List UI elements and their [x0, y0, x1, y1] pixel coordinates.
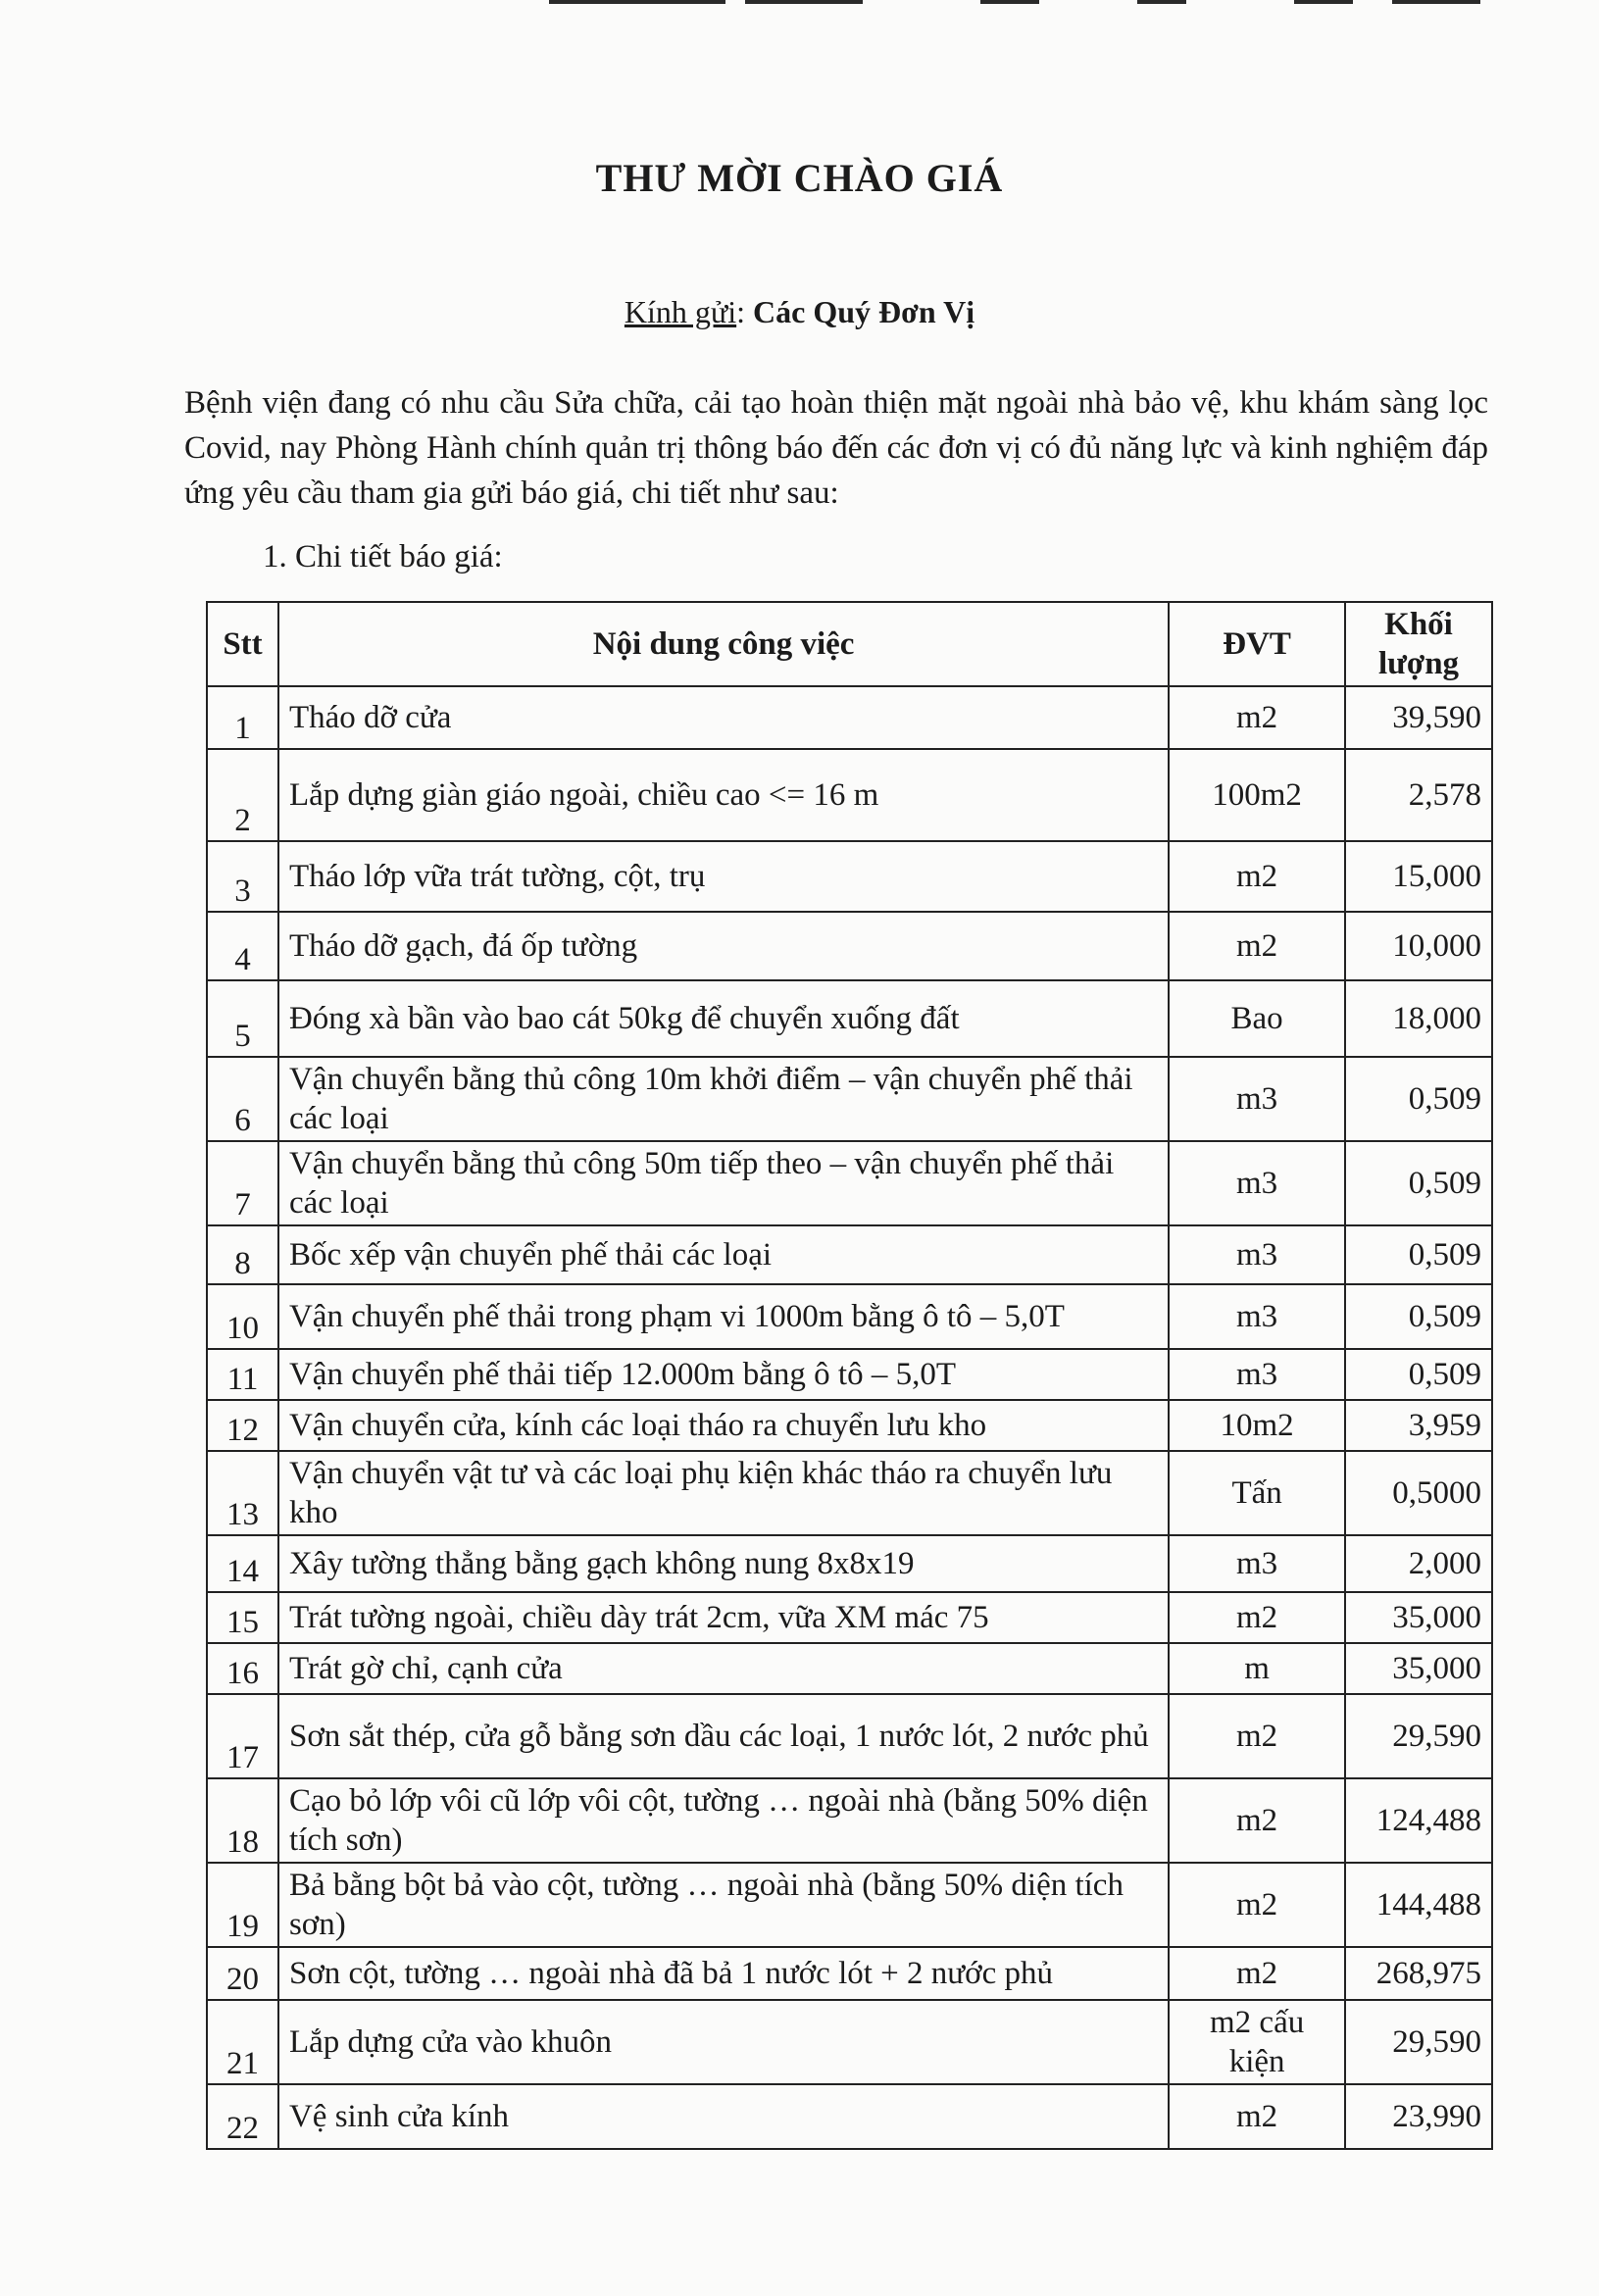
row-quantity: 2,578: [1345, 749, 1492, 841]
row-task: Vận chuyển vật tư và các loại phụ kiện khác tháo ra chuyển lưu kho: [278, 1451, 1169, 1535]
row-stt: 16: [207, 1643, 278, 1694]
row-task: Tháo lớp vữa trát tường, cột, trụ: [278, 841, 1169, 912]
header-qty-line2: lượng: [1377, 646, 1460, 681]
header-qty-line1: Khối: [1384, 607, 1453, 642]
table-row: [207, 1141, 1492, 1225]
row-stt: 15: [207, 1592, 278, 1643]
row-quantity: 124,488: [1345, 1778, 1492, 1863]
row-unit: m2: [1169, 1778, 1345, 1863]
row-unit: m3: [1169, 1349, 1345, 1400]
row-stt: 1: [207, 686, 278, 749]
row-unit: 100m2: [1169, 749, 1345, 841]
row-unit: m2 cấu kiện: [1169, 2000, 1345, 2084]
row-task: Vận chuyển cửa, kính các loại tháo ra chuyển lưu kho: [278, 1400, 1169, 1451]
intro-paragraph: Bệnh viện đang có nhu cầu Sửa chữa, cải tạo hoàn thiện mặt ngoài nhà bảo vệ, khu khám sàng lọc Covid, nay Phòng Hành chính quản trị thông báo đến các đơn vị có đủ năng lực và kinh nghiệm đáp ứng yêu cầu tham gia gửi báo giá, chi tiết như sau:: [184, 385, 1488, 511]
row-quantity: 0,509: [1345, 1057, 1492, 1141]
row-task: Tháo dỡ cửa: [278, 686, 1169, 749]
table-row: [207, 1400, 1492, 1451]
row-quantity: 15,000: [1345, 841, 1492, 912]
row-stt: 6: [207, 1057, 278, 1141]
row-task: Tháo dỡ gạch, đá ốp tường: [278, 912, 1169, 980]
row-stt: 4: [207, 912, 278, 980]
row-unit: m3: [1169, 1225, 1345, 1284]
greeting-line: [0, 294, 1599, 330]
header-qty: [1345, 602, 1492, 686]
table-header-row: [207, 602, 1492, 686]
section-heading: 1. Chi tiết báo giá:: [263, 539, 503, 574]
row-task: Trát gờ chỉ, cạnh cửa: [278, 1643, 1169, 1694]
row-unit: m2: [1169, 1592, 1345, 1643]
row-unit: m2: [1169, 912, 1345, 980]
row-task: Trát tường ngoài, chiều dày trát 2cm, vữa XM mác 75: [278, 1592, 1169, 1643]
row-stt: 22: [207, 2084, 278, 2149]
table-row: [207, 1778, 1492, 1863]
table-row: [207, 912, 1492, 980]
row-task: Sơn sắt thép, cửa gỗ bằng sơn dầu các loại, 1 nước lót, 2 nước phủ: [278, 1694, 1169, 1778]
row-task: Xây tường thẳng bằng gạch không nung 8x8x19: [278, 1535, 1169, 1592]
row-unit: m3: [1169, 1284, 1345, 1349]
row-stt: 12: [207, 1400, 278, 1451]
row-unit: m2: [1169, 841, 1345, 912]
row-quantity: 268,975: [1345, 1947, 1492, 2000]
row-quantity: 144,488: [1345, 1863, 1492, 1947]
row-task: Vận chuyển phế thải trong phạm vi 1000m bằng ô tô – 5,0T: [278, 1284, 1169, 1349]
row-quantity: 35,000: [1345, 1592, 1492, 1643]
row-stt: 5: [207, 980, 278, 1057]
row-stt: 10: [207, 1284, 278, 1349]
table-row: [207, 1451, 1492, 1535]
row-unit: Tấn: [1169, 1451, 1345, 1535]
table-row: [207, 749, 1492, 841]
row-stt: 18: [207, 1778, 278, 1863]
table-row: [207, 1535, 1492, 1592]
row-task: Bốc xếp vận chuyển phế thải các loại: [278, 1225, 1169, 1284]
table-row: [207, 1947, 1492, 2000]
row-quantity: 10,000: [1345, 912, 1492, 980]
greeting-label: Kính gửi: [624, 294, 737, 329]
row-unit: m3: [1169, 1057, 1345, 1141]
document-title: THƯ MỜI CHÀO GIÁ: [595, 156, 1004, 200]
row-stt: 7: [207, 1141, 278, 1225]
row-stt: 14: [207, 1535, 278, 1592]
row-quantity: 0,509: [1345, 1141, 1492, 1225]
row-task: Đóng xà bần vào bao cát 50kg để chuyển xuống đất: [278, 980, 1169, 1057]
table-row: [207, 1592, 1492, 1643]
row-quantity: 2,000: [1345, 1535, 1492, 1592]
table-row: [207, 841, 1492, 912]
row-unit: m2: [1169, 686, 1345, 749]
row-quantity: 0,509: [1345, 1284, 1492, 1349]
header-stt: Stt: [207, 602, 278, 686]
greeting-recipient: Các Quý Đơn Vị: [753, 294, 975, 329]
table-row: [207, 1863, 1492, 1947]
row-unit: Bao: [1169, 980, 1345, 1057]
row-stt: 2: [207, 749, 278, 841]
row-quantity: 39,590: [1345, 686, 1492, 749]
header-unit: ĐVT: [1169, 602, 1345, 686]
row-quantity: 0,509: [1345, 1225, 1492, 1284]
row-unit: 10m2: [1169, 1400, 1345, 1451]
row-quantity: 0,509: [1345, 1349, 1492, 1400]
row-stt: 8: [207, 1225, 278, 1284]
table-row: [207, 980, 1492, 1057]
table-row: [207, 1643, 1492, 1694]
row-task: Sơn cột, tường … ngoài nhà đã bả 1 nước lót + 2 nước phủ: [278, 1947, 1169, 2000]
table-row: [207, 1284, 1492, 1349]
row-stt: 19: [207, 1863, 278, 1947]
row-task: Vận chuyển bằng thủ công 10m khởi điểm – vận chuyển phế thải các loại: [278, 1057, 1169, 1141]
row-task: Lắp dựng giàn giáo ngoài, chiều cao <= 16 m: [278, 749, 1169, 841]
table-row: [207, 2000, 1492, 2084]
row-unit: m2: [1169, 1694, 1345, 1778]
row-task: Vệ sinh cửa kính: [278, 2084, 1169, 2149]
row-task: Bả bằng bột bả vào cột, tường … ngoài nhà (bằng 50% diện tích sơn): [278, 1863, 1169, 1947]
row-unit: m2: [1169, 2084, 1345, 2149]
row-quantity: 29,590: [1345, 2000, 1492, 2084]
row-quantity: 0,5000: [1345, 1451, 1492, 1535]
table-row: [207, 1694, 1492, 1778]
table-row: [207, 1349, 1492, 1400]
header-task: Nội dung công việc: [278, 602, 1169, 686]
row-stt: 3: [207, 841, 278, 912]
table-row: [207, 1057, 1492, 1141]
row-unit: m3: [1169, 1141, 1345, 1225]
row-stt: 20: [207, 1947, 278, 2000]
table-row: [207, 1225, 1492, 1284]
row-unit: m: [1169, 1643, 1345, 1694]
table-row: [207, 686, 1492, 749]
row-task: Cạo bỏ lớp vôi cũ lớp vôi cột, tường … ngoài nhà (bằng 50% diện tích sơn): [278, 1778, 1169, 1863]
row-task: Vận chuyển phế thải tiếp 12.000m bằng ô tô – 5,0T: [278, 1349, 1169, 1400]
row-unit: m2: [1169, 1863, 1345, 1947]
row-task: Lắp dựng cửa vào khuôn: [278, 2000, 1169, 2084]
scan-edge-artifact: [0, 0, 1599, 6]
table-row: [207, 2084, 1492, 2149]
row-quantity: 35,000: [1345, 1643, 1492, 1694]
row-stt: 13: [207, 1451, 278, 1535]
row-quantity: 18,000: [1345, 980, 1492, 1057]
greeting-separator: :: [736, 294, 746, 329]
row-stt: 17: [207, 1694, 278, 1778]
table-body: [207, 686, 1492, 2149]
row-task: Vận chuyển bằng thủ công 50m tiếp theo – vận chuyển phế thải các loại: [278, 1141, 1169, 1225]
row-quantity: 29,590: [1345, 1694, 1492, 1778]
row-quantity: 3,959: [1345, 1400, 1492, 1451]
row-unit: m3: [1169, 1535, 1345, 1592]
row-unit: m2: [1169, 1947, 1345, 2000]
work-items-table: [206, 601, 1493, 2150]
row-stt: 21: [207, 2000, 278, 2084]
row-stt: 11: [207, 1349, 278, 1400]
row-quantity: 23,990: [1345, 2084, 1492, 2149]
